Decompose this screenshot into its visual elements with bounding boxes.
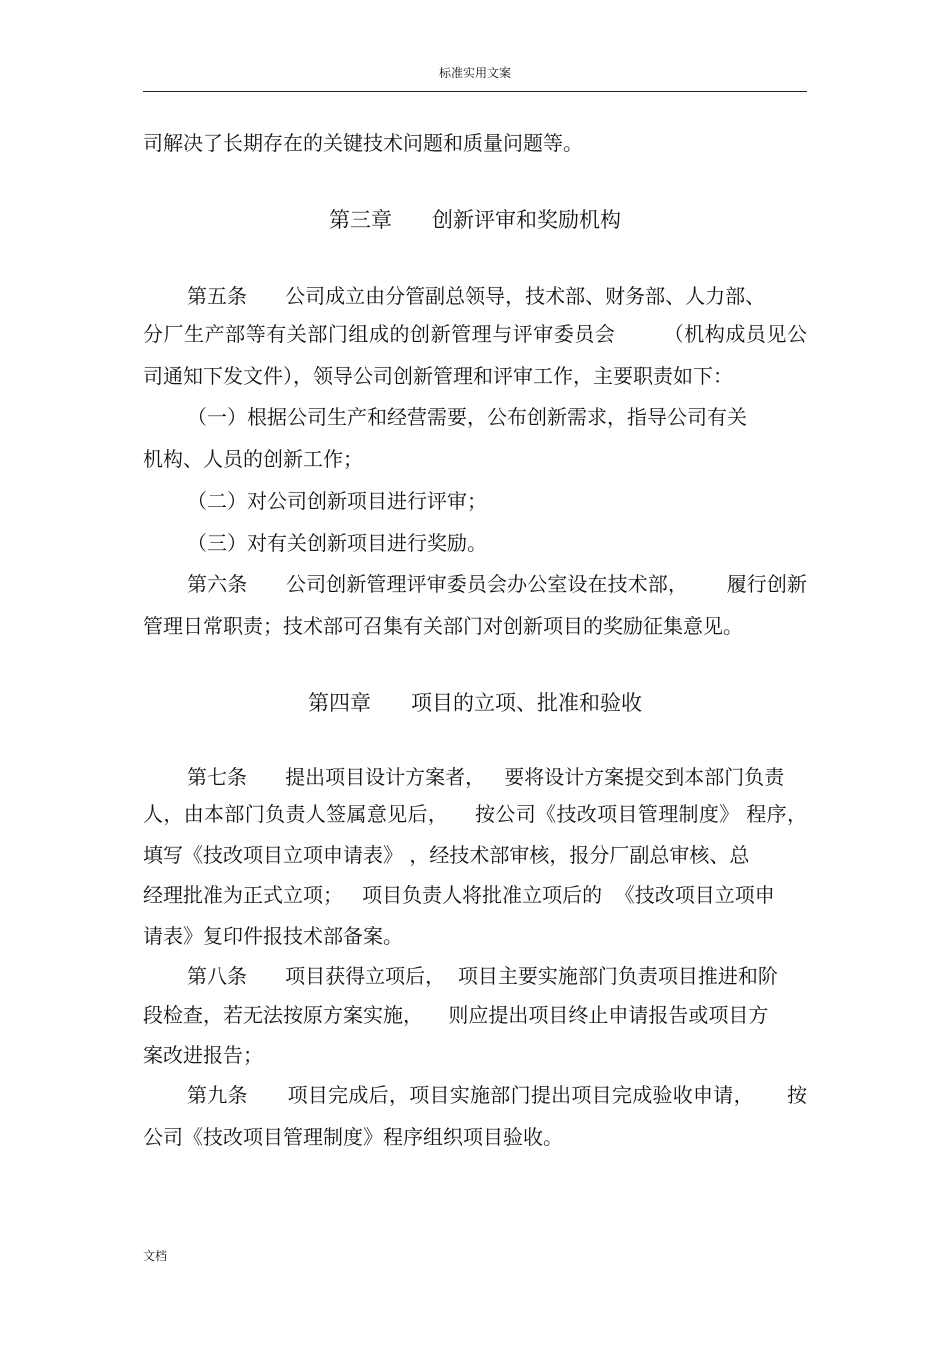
- article-7-line-4: 经理批准为正式立项； 项目负责人将批准立项后的 《技改项目立项申: [143, 883, 775, 907]
- article-5-line-1: 第五条 公司成立由分管副总领导，技术部、财务部、人力部、: [187, 284, 766, 308]
- article-5-line-2: 分厂生产部等有关部门组成的创新管理与评审委员会 （机构成员见公: [143, 322, 807, 346]
- article-5-item-1-line-1: （一）根据公司生产和经营需要，公布创新需求，指导公司有关: [187, 405, 747, 429]
- article-5-line-3: 司通知下发文件），领导公司创新管理和评审工作，主要职责如下：: [143, 364, 733, 388]
- article-5-item-1-line-2: 机构、人员的创新工作；: [143, 447, 363, 471]
- article-8-line-1: 第八条 项目获得立项后， 项目主要实施部门负责项目推进和阶: [187, 964, 778, 988]
- page-footer-label: 文档: [143, 1249, 168, 1263]
- article-7-line-2: 人，由本部门负责人签属意见后， 按公司《技改项目管理制度》 程序，: [143, 802, 807, 826]
- paragraph-line: 司解决了长期存在的关键技术问题和质量问题等。: [143, 131, 583, 155]
- page-header-title: 标准实用文案: [438, 66, 511, 80]
- article-5-item-3: （三）对有关创新项目进行奖励。: [187, 531, 487, 555]
- article-8-line-3: 案改进报告；: [143, 1043, 263, 1067]
- article-9-line-1: 第九条 项目完成后，项目实施部门提出项目完成验收申请， 按: [187, 1083, 807, 1107]
- article-8-line-2: 段检查，若无法按原方案实施， 则应提出项目终止申请报告或项目方: [143, 1003, 769, 1027]
- chapter-heading-4: 第四章 项目的立项、批准和验收: [307, 691, 643, 715]
- header-divider: [143, 91, 807, 92]
- article-9-line-2: 公司《技改项目管理制度》程序组织项目验收。: [143, 1125, 563, 1149]
- article-7-line-5: 请表》复印件报技术部备案。: [143, 924, 403, 948]
- article-7-line-1: 第七条 提出项目设计方案者， 要将设计方案提交到本部门负责: [187, 765, 785, 789]
- article-6-line-1: 第六条 公司创新管理评审委员会办公室设在技术部， 履行创新: [187, 572, 807, 596]
- article-6-line-2: 管理日常职责；技术部可召集有关部门对创新项目的奖励征集意见。: [143, 614, 743, 638]
- chapter-heading-3: 第三章 创新评审和奖励机构: [328, 208, 622, 232]
- article-7-line-3: 填写《技改项目立项申请表》 ，经技术部审核，报分厂副总审核、总: [143, 843, 750, 867]
- article-5-item-2: （二）对公司创新项目进行评审；: [187, 489, 487, 513]
